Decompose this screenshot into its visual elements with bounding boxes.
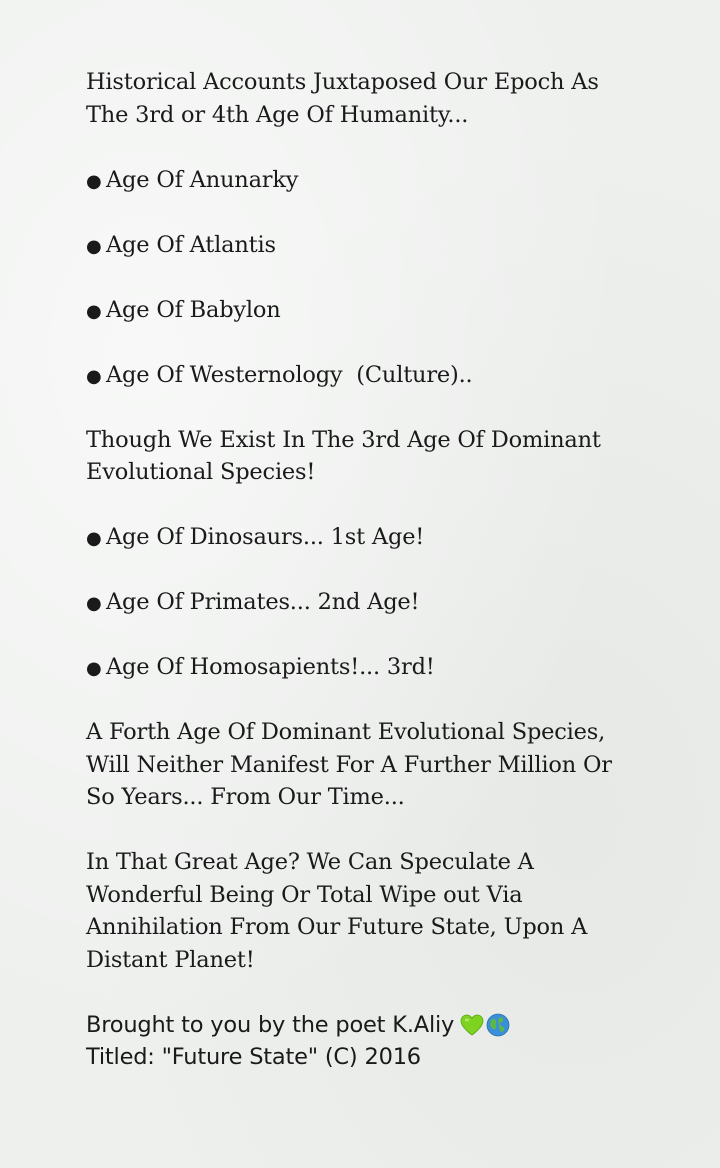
credit-line (86, 1009, 686, 1042)
forth-age-line-3: So Years... From Our Time... (86, 784, 405, 810)
poem-page (86, 66, 686, 1074)
list-item-text: Age Of Westernology (Culture).. (106, 361, 473, 388)
bullet-icon: ● (86, 593, 102, 614)
list-item-text: Age Of Anunarky (106, 166, 299, 193)
list-item-text: Age Of Dinosaurs... 1st Age! (106, 524, 425, 550)
bullet-icon: ● (86, 658, 102, 679)
list-item (86, 521, 686, 554)
great-age-line-2: Wonderful Being Or Total Wipe out Via (86, 881, 523, 908)
title-credit-line: Titled: "Future State" (C) 2016 (86, 1044, 421, 1070)
list-item (86, 359, 686, 392)
bullet-icon: ● (86, 528, 102, 549)
intro-line-2: The 3rd or 4th Age Of Humanity... (86, 101, 469, 128)
list-item (86, 229, 686, 262)
bullet-icon: ● (86, 235, 102, 257)
list-item-text: Age Of Homosapients!... 3rd! (106, 654, 435, 680)
list-item (86, 294, 686, 327)
list-item-text: Age Of Atlantis (106, 231, 276, 258)
species-intro-line-1: Though We Exist In The 3rd Age Of Dominant (86, 426, 601, 453)
list-item (86, 164, 686, 197)
bullet-icon: ● (86, 365, 102, 387)
bullet-icon: ● (86, 170, 102, 192)
list-item (86, 651, 686, 684)
bullet-icon: ● (86, 300, 102, 322)
list-item-text: Age Of Primates... 2nd Age! (106, 589, 420, 615)
forth-age-line-1: A Forth Age Of Dominant Evolutional Species, (86, 719, 606, 745)
intro-line-1: Historical Accounts Juxtaposed Our Epoch As (86, 69, 599, 95)
list-item-text: Age Of Babylon (106, 296, 281, 323)
credit-text: Brought to you by the poet K.Aliy (86, 1011, 455, 1038)
great-age-line-1: In That Great Age? We Can Speculate A (86, 849, 534, 875)
globe-icon (486, 1013, 510, 1037)
great-age-line-4: Distant Planet! (86, 946, 255, 973)
great-age-line-3: Annihilation From Our Future State, Upon A (86, 914, 588, 940)
species-intro-line-2: Evolutional Species! (86, 459, 316, 485)
green-heart-icon (460, 1013, 484, 1035)
forth-age-line-2: Will Neither Manifest For A Further Million Or (86, 751, 612, 778)
list-item (86, 586, 686, 619)
